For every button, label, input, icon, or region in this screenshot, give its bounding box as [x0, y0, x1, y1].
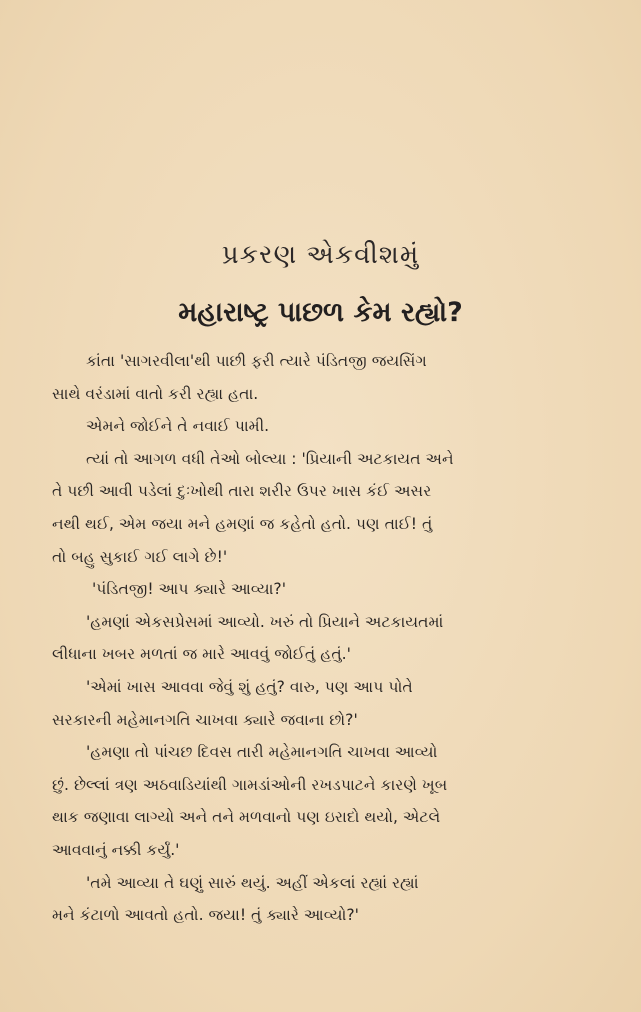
text-line: સરકારની મહેમાનગતિ ચાખવા ક્યારે જવાના છો?' — [52, 710, 358, 729]
text-line: 'પંડિતજી! આપ ક્યારે આવ્યા?' — [92, 580, 286, 599]
chapter-title: મહારાષ્ટ્ર પાછળ કેમ રહ્યો? — [178, 297, 463, 328]
text-line: 'હમણા તો પાંચછ દિવસ તારી મહેમાનગતિ ચાખવા આવ્યો — [86, 743, 438, 762]
text-line: નથી થઈ, એમ જયા મને હમણાં જ કહેતો હતો. પણ તાઈ! તું — [52, 514, 433, 533]
text-line: થાક જણાવા લાગ્યો અને તને મળવાનો પણ ઇરાદો થયો, એટલે — [52, 808, 441, 827]
text-line: 'તમે આવ્યા તે ઘણું સારું થયું. અહીં એકલાં રહ્યાં રહ્યાં — [86, 873, 419, 892]
text-line: આવવાનું નક્કી કર્યું.' — [52, 840, 180, 859]
text-line: તો બહુ સુકાઈ ગઈ લાગે છે!' — [52, 547, 228, 566]
text-line: ત્યાં તો આગળ વધી તેઓ બોલ્યા : 'પ્રિયાની અટકાયત અને — [86, 449, 454, 468]
text-line: કાંતા 'સાગરવીલા'થી પાછી ફરી ત્યારે પંડિતજી જયસિંગ — [86, 352, 427, 370]
text-line: લીધાના ખબર મળતાં જ મારે આવવું જોઈતું હતું.' — [52, 645, 351, 664]
text-line: મને કંટાળો આવતો હતો. જયા! તું ક્યારે આવ્યો?' — [52, 906, 359, 925]
chapter-body — [52, 345, 608, 932]
text-line: છું. છેલ્લાં ત્રણ અઠવાડિયાંથી ગામડાંઓની રખડપાટને કારણે ખૂબ — [52, 775, 448, 794]
text-line: એમને જોઈને તે નવાઈ પામી. — [86, 417, 270, 436]
text-line: 'હમણાં એકસપ્રેસમાં આવ્યો. ખરું તો પ્રિયાને અટકાયતમાં — [86, 612, 444, 631]
text-line: તે પછી આવી પડેલાં દુઃખોથી તારા શરીર ઉપર ખાસ કંઈ અસર — [52, 482, 432, 501]
chapter-heading: પ્રકરણ એકવીશમું — [221, 240, 420, 270]
text-line: 'એમાં ખાસ આવવા જેવું શું હતું? વારુ, પણ આપ પોતે — [86, 677, 413, 696]
text-line: સાથે વરંડામાં વાતો કરી રહ્યા હતા. — [52, 384, 259, 403]
